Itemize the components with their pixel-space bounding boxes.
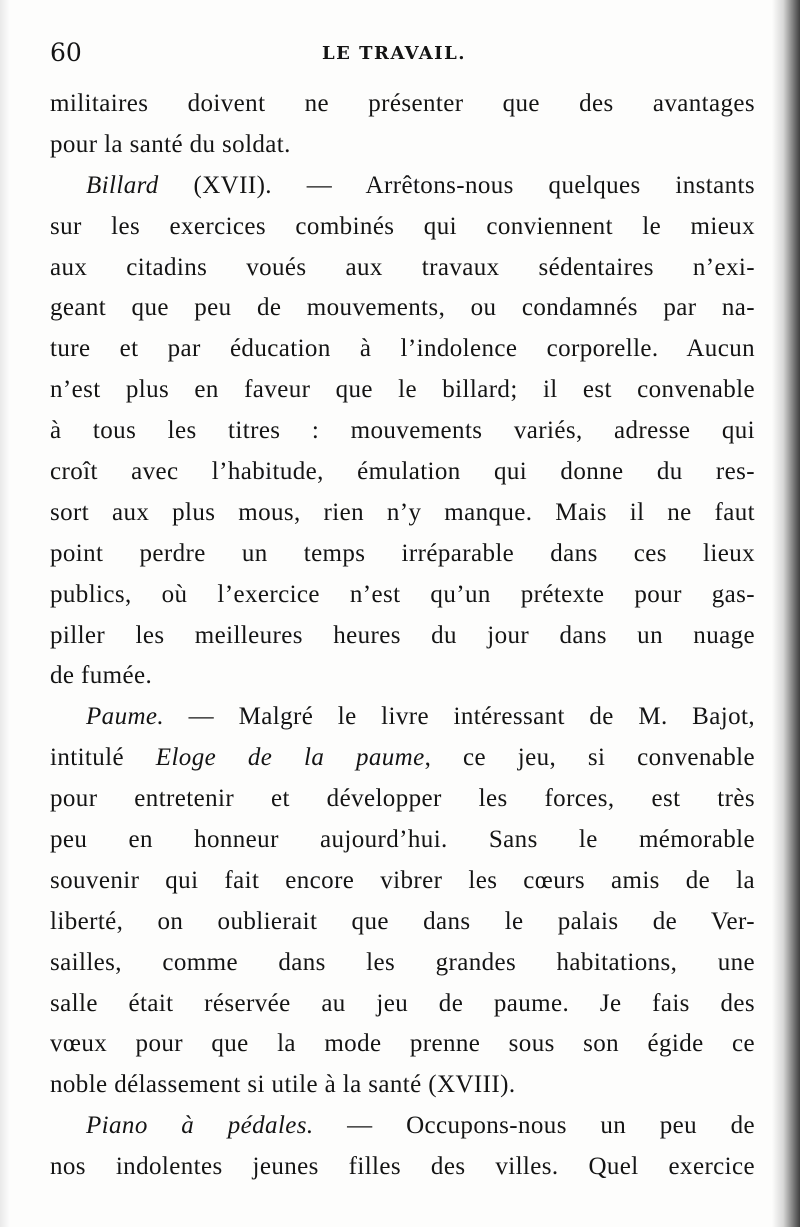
- text-line: [50, 902, 755, 943]
- text-run: souvenir qui fait encore vibrer les cœurs amis de la: [50, 866, 755, 894]
- text-run: Paume.: [86, 703, 165, 731]
- text-line: [50, 861, 755, 902]
- text-line: [50, 329, 755, 370]
- text-line: [50, 943, 755, 984]
- text-run: peu en honneur aujourd’hui. Sans le mémorable: [50, 826, 755, 854]
- text-line: [50, 779, 755, 820]
- text-run: vœux pour que la mode prenne sous son égide ce: [50, 1030, 755, 1058]
- text-line: [50, 370, 755, 411]
- text-run: geant que peu de mouvements, ou condamnés par na-: [50, 294, 755, 322]
- text-line: [50, 575, 755, 616]
- page-header: [50, 38, 750, 78]
- text-run: noble délassement si utile à la santé (XVIII).: [50, 1071, 516, 1099]
- text-line: [50, 452, 755, 493]
- text-line: [50, 166, 755, 207]
- text-run: Eloge de la paume: [155, 744, 425, 772]
- text-line: [50, 493, 755, 534]
- text-run: salle était réservée au jeu de paume. Je fais des: [50, 989, 755, 1017]
- text-line: [50, 656, 755, 697]
- page-right-shadow: [772, 0, 800, 1227]
- text-line: [50, 1106, 755, 1147]
- text-run: croît avec l’habitude, émulation qui donne du res-: [50, 458, 755, 486]
- text-run: liberté, on oublierait que dans le palais de Ver-: [50, 907, 755, 935]
- text-run: — Occupons-nous un peu de: [313, 1112, 755, 1140]
- running-head: LE TRAVAIL.: [322, 43, 467, 64]
- text-run: Billard: [86, 171, 159, 199]
- text-line: [50, 616, 755, 657]
- text-run: militaires doivent ne présenter que des avantages: [50, 90, 755, 117]
- text-line: [50, 248, 755, 289]
- text-run: , ce jeu, si convenable: [424, 744, 755, 772]
- text-run: sailles, comme dans les grandes habitations, une: [50, 948, 755, 976]
- text-line: [50, 697, 755, 738]
- text-line: [50, 84, 755, 125]
- text-line: [50, 1147, 755, 1188]
- text-run: ture et par éducation à l’indolence corporelle. Aucun: [50, 335, 755, 363]
- text-line: [50, 820, 755, 861]
- page-left-shadow: [0, 0, 10, 1227]
- text-line: [50, 1024, 755, 1065]
- text-run: (XVII). — Arrêtons-nous quelques instants: [158, 171, 755, 199]
- text-run: n’est plus en faveur que le billard; il est convenable: [50, 376, 755, 404]
- body-text: [50, 84, 755, 1188]
- text-run: sur les exercices combinés qui conviennent le mieux: [50, 212, 755, 240]
- text-run: pour la santé du soldat.: [50, 130, 291, 158]
- text-line: [50, 411, 755, 452]
- text-line: [50, 207, 755, 248]
- text-run: — Malgré le livre intéressant de M. Bajot,: [164, 703, 755, 731]
- text-line: [50, 125, 755, 166]
- text-line: [50, 1065, 755, 1106]
- text-run: intitulé: [50, 744, 156, 772]
- text-line: [50, 738, 755, 779]
- text-run: aux citadins voués aux travaux sédentaires n’exi-: [50, 253, 755, 281]
- text-run: nos indolentes jeunes filles des villes. Quel exercice: [50, 1153, 755, 1181]
- text-line: [50, 288, 755, 329]
- text-line: [50, 534, 755, 575]
- text-run: à tous les titres : mouvements variés, adresse qui: [50, 417, 755, 445]
- text-run: sort aux plus mous, rien n’y manque. Mais il ne faut: [50, 498, 755, 526]
- text-run: Piano à pédales.: [86, 1112, 314, 1140]
- text-line: [50, 984, 755, 1025]
- text-run: publics, où l’exercice n’est qu’un prétexte pour gas-: [50, 580, 755, 608]
- text-run: piller les meilleures heures du jour dans un nuage: [50, 621, 755, 649]
- text-run: point perdre un temps irréparable dans ces lieux: [50, 539, 755, 567]
- text-run: pour entretenir et développer les forces, est très: [50, 785, 755, 813]
- text-run: de fumée.: [50, 662, 153, 690]
- page-number: 60: [50, 38, 82, 67]
